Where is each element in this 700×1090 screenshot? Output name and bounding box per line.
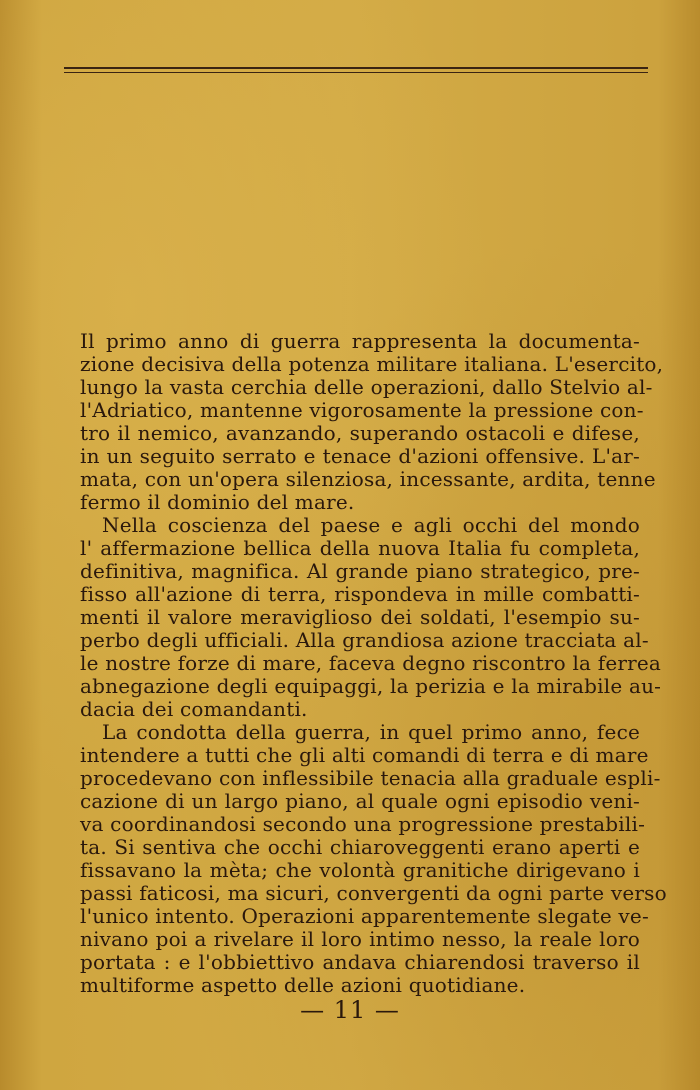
text-line: Il primo anno di guerra rappresenta la documenta- — [80, 329, 640, 353]
text-line: fermo il dominio del mare. — [80, 490, 355, 514]
text-line: abnegazione degli equipaggi, la perizia e la mirabile au- — [80, 674, 662, 698]
text-line: intendere a tutti che gli alti comandi di terra e di mare — [80, 743, 649, 767]
body-text — [80, 329, 667, 997]
text-line: passi faticosi, ma sicuri, convergenti da ogni parte verso — [80, 881, 667, 905]
text-line: dacia dei comandanti. — [80, 697, 308, 721]
text-line: le nostre forze di mare, faceva degno riscontro la ferrea — [80, 651, 662, 675]
text-line: cazione di un largo piano, al quale ogni episodio veni- — [80, 789, 640, 813]
text-line: va coordinandosi secondo una progressione prestabili- — [80, 812, 646, 836]
paragraph-1 — [80, 329, 664, 514]
text-line: portata : e l'obbiettivo andava chiarendosi traverso il — [80, 950, 640, 974]
text-line: definitiva, magnifica. Al grande piano strategico, pre- — [80, 559, 640, 583]
text-line: menti il valore meraviglioso dei soldati, l'esempio su- — [80, 605, 640, 629]
text-line: Nella coscienza del paese e agli occhi del mondo — [102, 513, 640, 537]
paragraph-2 — [80, 513, 662, 721]
text-line: l'Adriatico, mantenne vigorosamente la pressione con- — [80, 398, 644, 422]
text-line: l' affermazione bellica della nuova Italia fu completa, — [80, 536, 640, 560]
text-line: mata, con un'opera silenziosa, incessante, ardita, tenne — [80, 467, 656, 491]
text-line: procedevano con inflessibile tenacia alla graduale espli- — [80, 766, 661, 790]
header-rule — [64, 67, 648, 69]
text-line: fisso all'azione di terra, rispondeva in mille combatti- — [80, 582, 640, 606]
text-line: ta. Si sentiva che occhi chiaroveggenti erano aperti e — [80, 835, 640, 859]
text-line: zione decisiva della potenza militare italiana. L'esercito, — [80, 352, 664, 376]
header-rule-thin — [64, 72, 648, 73]
text-line: tro il nemico, avanzando, superando ostacoli e difese, — [80, 421, 640, 445]
text-line: nivano poi a rivelare il loro intimo nesso, la reale loro — [80, 927, 640, 951]
text-line: fissavano la mèta; che volontà granitiche dirigevano i — [80, 858, 640, 882]
text-line: l'unico intento. Operazioni apparentemente slegate ve- — [80, 904, 649, 928]
text-line: lungo la vasta cerchia delle operazioni, dallo Stelvio al- — [80, 375, 653, 399]
text-line: in un seguito serrato e tenace d'azioni offensive. L'ar- — [80, 444, 640, 468]
text-line: La condotta della guerra, in quel primo anno, fece — [102, 720, 640, 744]
text-line: multiforme aspetto delle azioni quotidiane. — [80, 973, 526, 997]
paragraph-3 — [80, 720, 667, 997]
text-line: perbo degli ufficiali. Alla grandiosa azione tracciata al- — [80, 628, 649, 652]
page-number: — 11 — — [300, 996, 400, 1024]
